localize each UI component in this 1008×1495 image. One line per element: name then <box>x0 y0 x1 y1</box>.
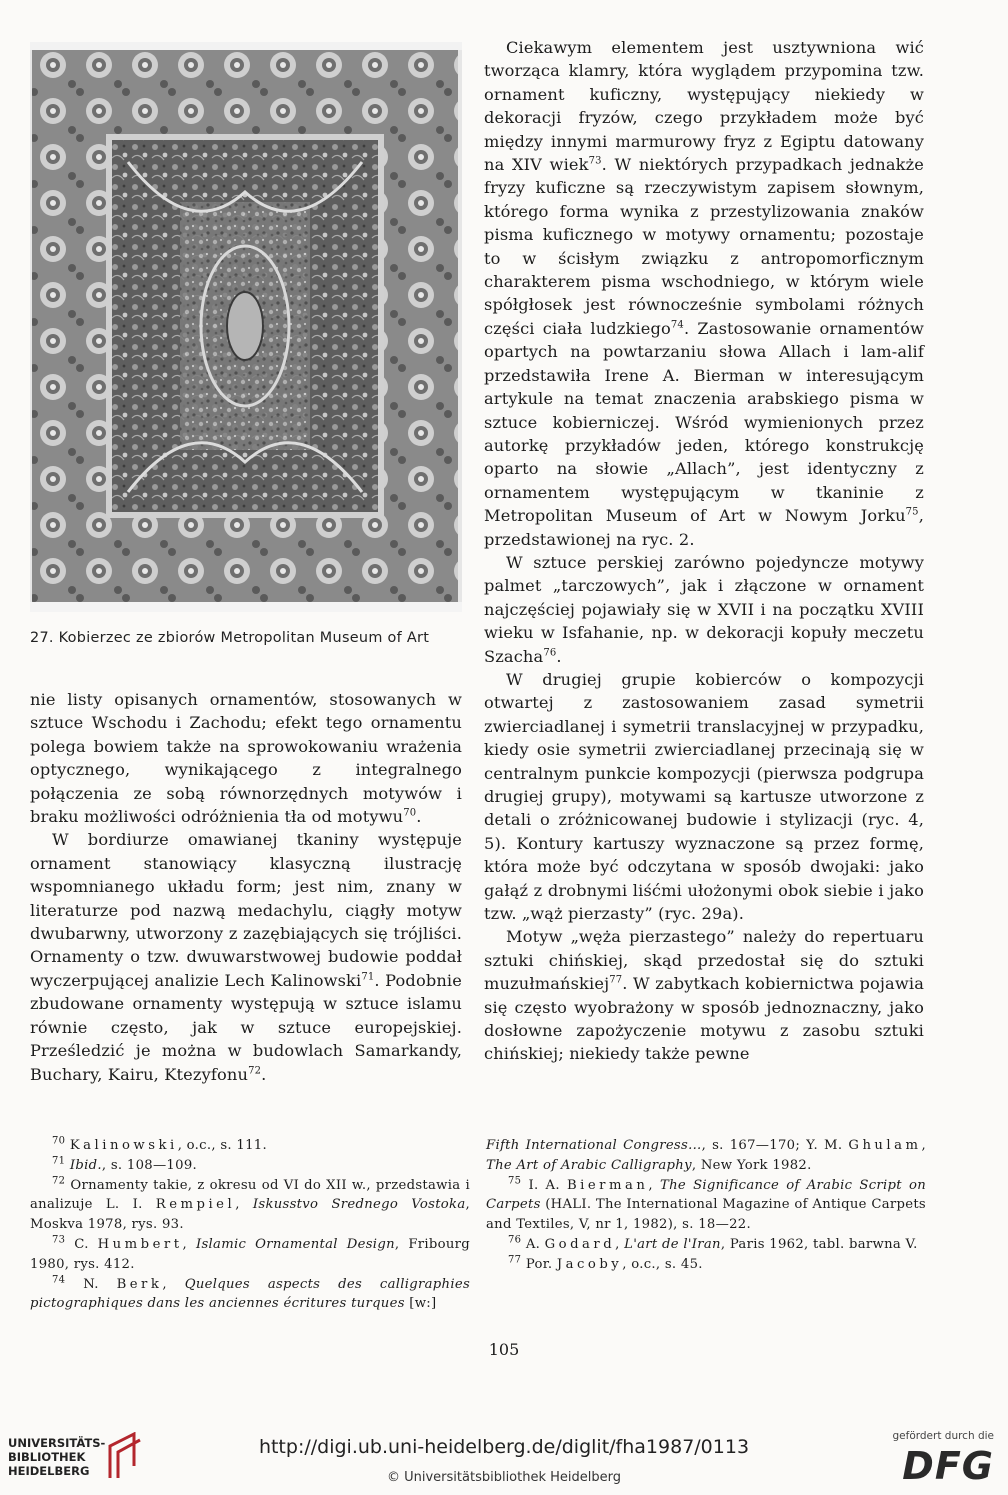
footnote: $^{72}$ Ornamenty takie, z okresu od VI do XII w., przedstawia i analizuje L. I. Rempiel, Iskusstvo Srednego Vostoka, Moskva 1978, rys. 93. <box>30 1175 470 1233</box>
paragraph: W sztuce perskiej zarówno pojedyncze motywy palmet „tarczowych”, jak i złączone w ornament najczęściej pojawiały się w XVII i na początku XVIII wieku w Isfahanie, np. w dekoracji kopuły meczetu Szacha$^{76}$. <box>484 552 924 666</box>
paragraph: W drugiej grupie kobierców o kompozycji otwartej z zastosowaniem zasad symetrii zwierciadlanej i symetrii translacyjnej w przypadku, kiedy osie symetrii zwierciadlanej przecinają się w centralnym punkcie kompozycji (pierwsza podgrupa drugiej grupy), motywami są kartusze utworzone z detali o zróżnicowanej budowie i stylizacji (ryc. 4, 5). Kontury kartuszy wyznaczone są przez formę, która może być odczytana w sposób dwojaki: jako gałąź z drobnymi liśćmi ułożonymi obok siebie i jako tzw. „wąż pierzasty” (ryc. 29a). <box>484 669 924 924</box>
paragraph: Motyw „węża pierzastego” należy do repertuaru sztuki chińskiej, skąd przedostał się do sztuki muzułmańskiej$^{77}$. W zabytkach kobiernictwa pojawia się często wyobrażony w sposób jednoznaczny, jako dosłowne zapożyczenie motywu z zasobu sztuki chińskiej; niekiedy także pewne <box>484 927 924 1064</box>
carpet-photo <box>30 42 462 612</box>
paragraph: nie listy opisanych ornamentów, stosowanych w sztuce Wschodu i Zachodu; efekt tego ornamentu polega bowiem także na sprowokowaniu wrażenia optycznego, wynikającego z integralnego połączenia ze sobą równorzędnych motywów i braku możliwości odróżnienia tła od motywu$^{70}$. <box>30 690 462 827</box>
footnote: $^{73}$ C. Humbert, Islamic Ornamental Design, Fribourg 1980, rys. 412. <box>30 1234 471 1272</box>
footnote: $^{71}$ Ibid., s. 108—109. <box>52 1155 198 1173</box>
copyright: © Universitätsbibliothek Heidelberg <box>386 1470 621 1485</box>
footnotes-right <box>486 1136 926 1275</box>
funding-note: gefördert durch die <box>892 1430 994 1442</box>
footer-bar <box>0 1420 1008 1495</box>
left-column <box>30 688 462 1086</box>
page-number: 105 <box>488 1340 520 1359</box>
footnote: $^{70}$ Kalinowski, o.c., s. 111. <box>52 1135 267 1153</box>
right-column <box>484 36 924 1066</box>
footnote: $^{75}$ I. A. Bierman, The Significance of Arabic Script on Carpets (HALI. The International Magazine of Antique Carpets and Textiles, V, nr 1, 1982), s. 18—22. <box>486 1175 926 1233</box>
paragraph: W bordiurze omawianej tkaniny występuje ornament stanowiący klasyczną ilustrację wspomnianego układu form; jest nim, znany w literaturze pod nazwą medachylu, ciągły motyw dwubarwny, utworzony z zazębiających się trójliści. Ornamenty o tzw. dwuwarstwowej budowie poddał wyczerpującej analizie Lech Kalinowski$^{71}$. Podobnie zbudowane ornamenty występują w sztuce islamu równie często, jak w sztuce europejskiej. Prześledzić je można w budowlach Samarkandy, Buchary, Kairu, Ktezyfonu$^{72}$. <box>30 830 462 1084</box>
footnote: Fifth International Congress..., s. 167—170; Y. M. Ghulam, The Art of Arabic Calligraphy, New York 1982. <box>486 1138 927 1173</box>
dfg-logo: DFG <box>902 1444 994 1488</box>
footnote: $^{76}$ A. Godard, L'art de l'Iran, Paris 1962, tabl. barwna V. <box>508 1234 918 1252</box>
source-url[interactable]: http://digi.ub.uni-heidelberg.de/diglit/fha1987/0113 <box>258 1436 750 1458</box>
footnotes-left <box>30 1136 470 1314</box>
paragraph: Ciekawym elementem jest usztywniona wić tworząca klamry, która wyglądem przypomina tzw. ornament kuficzny, występujący niekiedy w dekoracji fryzów, czego przykładem może być między innymi marmurowy fryz z Egiptu datowany na XIV wiek$^{73}$. W niektórych przypadkach jednakże fryzy kuficzne są rzeczywistym zapisem słownym, którego forma wynika z przestylizowania znaków pisma kuficznego w motywy ornamentu; pozostaje to w ścisłym związku z antropomorficznym charakterem pisma wschodniego, w którym wiele spółgłosek jest równocześnie symbolami różnych części ciała ludzkiego$^{74}$. Zastosowanie ornamentów opartych na powtarzaniu słowa Allach i lam-alif przedstawiła Irene A. Bierman w interesującym artykule na temat znaczenia arabskiego pisma w sztuce kobierniczej. Wśród wymienionych przez autorkę przykładów jeden, którego konstrukcję oparto na słowie „Allach”, jest identyczny z ornamentem występującym w tkaninie z Metropolitan Museum of Art w Nowym Jorku$^{75}$, przedstawionej na ryc. 2. <box>484 38 924 549</box>
footnote: $^{77}$ Por. Jacoby, o.c., s. 45. <box>508 1254 703 1272</box>
footnote: $^{74}$ N. Berk, Quelques aspects des calligraphies pictographiques dans les anciennes écritures turques [w:] <box>30 1274 471 1312</box>
figure-caption: 27. Kobierzec ze zbiorów Metropolitan Museum of Art <box>30 630 430 646</box>
library-logo-text: UNIVERSITÄTS- BIBLIOTHEK HEIDELBERG <box>8 1436 106 1478</box>
